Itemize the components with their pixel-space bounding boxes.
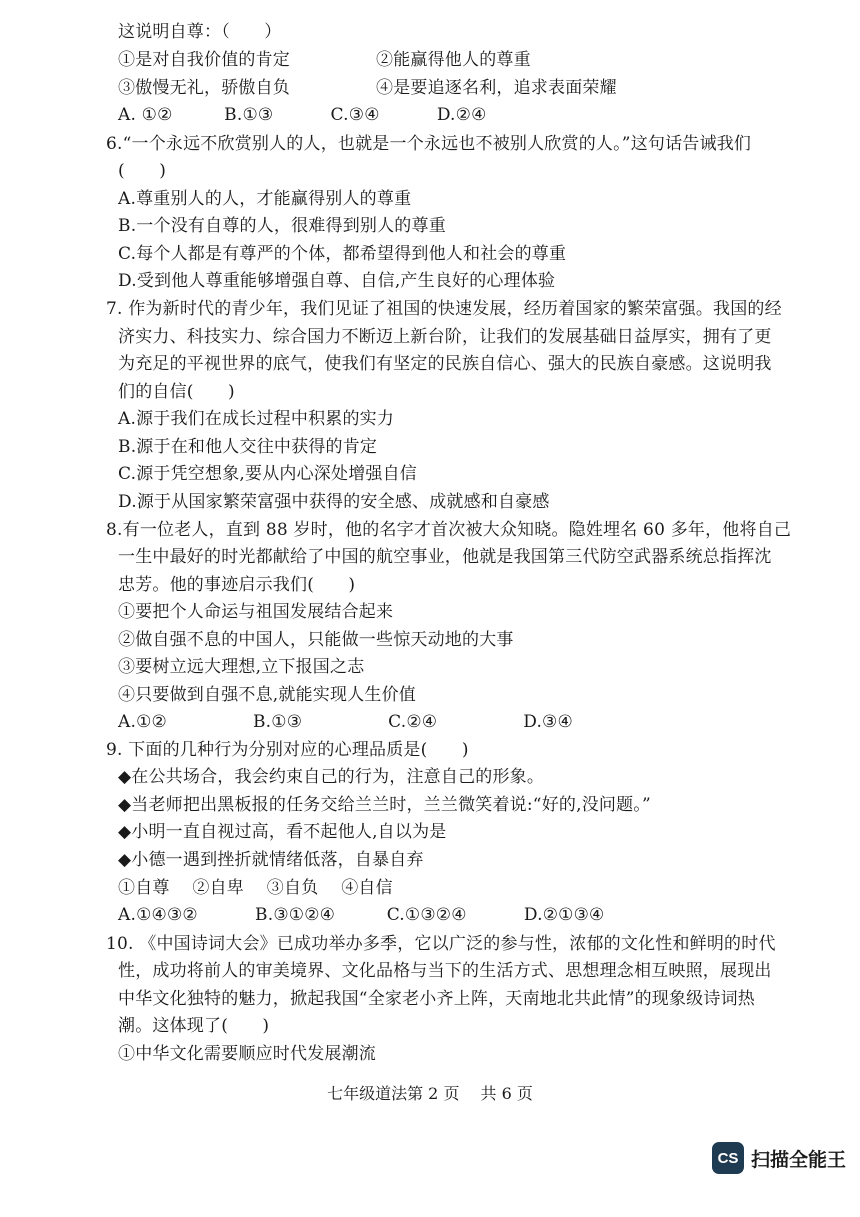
camscanner-logo-icon: CS [712, 1142, 744, 1174]
text-line: D.受到他人尊重能够增强自尊、自信,产生良好的心理体验 [118, 271, 556, 291]
text-line: B.一个没有自尊的人，很难得到别人的尊重 [118, 216, 446, 236]
text-line: ①是对自我价值的肯定 ②能赢得他人的尊重 [118, 50, 531, 70]
text-line: ( ) [118, 161, 167, 181]
text-line: A.①④③② B.③①②④ C.①③②④ D.②①③④ [118, 905, 605, 925]
text-line: A.尊重别人的人，才能赢得别人的尊重 [118, 189, 412, 209]
text-line: 为充足的平视世界的底气，使我们有坚定的民族自信心、强大的民族自豪感。这说明我 [118, 354, 772, 374]
text-line: 济实力、科技实力、综合国力不断迈上新台阶，让我们的发展基础日益厚实，拥有了更 [118, 327, 772, 347]
scanner-brand-text: 扫描全能王 [751, 1148, 847, 1171]
text-line: ①要把个人命运与祖国发展结合起来 [118, 602, 394, 622]
text-line: ②做自强不息的中国人，只能做一些惊天动地的大事 [118, 630, 514, 650]
text-line: C.源于凭空想象,要从内心深处增强自信 [118, 464, 418, 484]
text-line: A. ①② B.①③ C.③④ D.②④ [118, 105, 487, 125]
text-line: B.源于在和他人交往中获得的肯定 [118, 437, 378, 457]
text-line: 一生中最好的时光都献给了中国的航空事业，他就是我国第三代防空武器系统总指挥沈 [118, 547, 772, 567]
text-line: 们的自信( ) [118, 382, 235, 402]
text-line: ①中华文化需要顺应时代发展潮流 [118, 1044, 376, 1064]
text-line: A.①② B.①③ C.②④ D.③④ [118, 712, 573, 732]
text-line: ①自尊 ②自卑 ③自负 ④自信 [118, 878, 393, 898]
text-line: ◆当老师把出黑板报的任务交给兰兰时，兰兰微笑着说:“好的,没问题。” [118, 795, 651, 815]
text-line: C.每个人都是有尊严的个体，都希望得到他人和社会的尊重 [118, 244, 567, 264]
text-line: 潮。这体现了( ) [118, 1016, 270, 1036]
text-line: ③要树立远大理想,立下报国之志 [118, 657, 365, 677]
text-line: D.源于从国家繁荣富强中获得的安全感、成就感和自豪感 [118, 492, 550, 512]
text-line: ◆在公共场合，我会约束自己的行为，注意自己的形象。 [118, 767, 545, 787]
text-line: 7. 作为新时代的青少年，我们见证了祖国的快速发展，经历着国家的繁荣富强。我国的经 [106, 299, 782, 319]
text-line: 10. 《中国诗词大会》已成功举办多季，它以广泛的参与性，浓郁的文化性和鲜明的时代 [106, 934, 776, 954]
text-line: 9. 下面的几种行为分别对应的心理品质是( ) [106, 740, 469, 760]
text-line: 忠芳。他的事迹启示我们( ) [118, 575, 356, 595]
text-line: 性，成功将前人的审美境界、文化品格与当下的生活方式、思想理念相互映照，展现出 [118, 961, 772, 981]
text-line: ◆小德一遇到挫折就情绪低落，自暴自弃 [118, 850, 424, 870]
text-line: ③傲慢无礼，骄傲自负 ④是要追逐名利，追求表面荣耀 [118, 78, 617, 98]
scanner-watermark [712, 1142, 846, 1174]
text-line: 中华文化独特的魅力，掀起我国“全家老小齐上阵，天南地北共此情”的现象级诗词热 [118, 989, 755, 1009]
page-footer: 七年级道法第 2 页 共 6 页 [327, 1084, 533, 1103]
text-line: 这说明自尊：（ ） [118, 22, 282, 42]
text-line: 6.“一个永远不欣赏别人的人，也就是一个永远也不被别人欣赏的人。”这句话告诫我们 [106, 134, 752, 154]
text-line: 8.有一位老人，直到 88 岁时，他的名字才首次被大众知晓。隐姓埋名 60 多年，他将自己 [106, 520, 792, 540]
text-line: A.源于我们在成长过程中积累的实力 [118, 409, 395, 429]
text-line: ◆小明一直自视过高，看不起他人,自以为是 [118, 822, 447, 842]
text-line: ④只要做到自强不息,就能实现人生价值 [118, 685, 417, 705]
